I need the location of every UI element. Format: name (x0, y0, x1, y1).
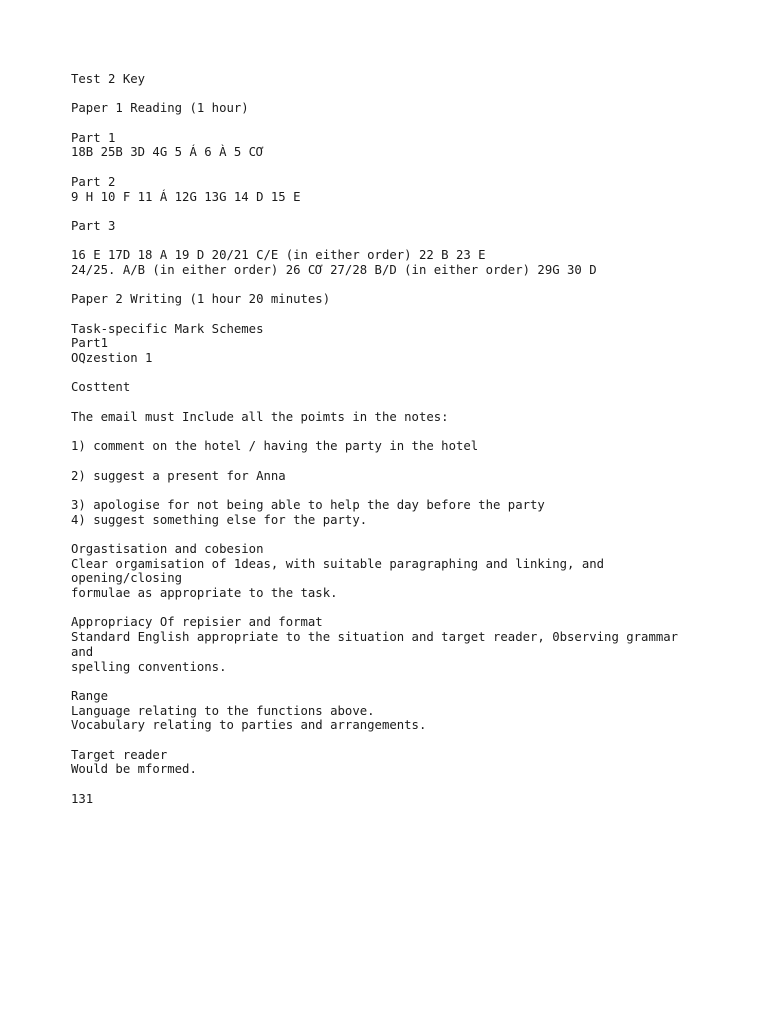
part3-answers-line2: 24/25. A/B (in either order) 26 CƠ 27/28 B/D (in either order) 29G 30 D (71, 262, 597, 277)
content-heading: Costtent (71, 380, 131, 395)
part2-label: Part 2 (71, 174, 116, 189)
document-title: Test 2 Key (71, 72, 146, 86)
spacer (71, 483, 751, 498)
paper2-part-label: Part1 (71, 336, 109, 351)
part1-label: Part 1 (71, 130, 116, 145)
content-point-2: 2) suggest a present for Anna (71, 468, 286, 483)
spacer (71, 204, 751, 219)
part3-label: Part 3 (71, 218, 116, 233)
organisation-line-3: formulae as appropriate to the task. (71, 586, 338, 601)
organisation-line-2: opening/closing (71, 571, 183, 586)
spacer (71, 366, 751, 381)
paper1-heading: Paper 1 Reading (1 hour) (71, 101, 249, 116)
appropriacy-line-2: and (71, 644, 94, 659)
page-number: 131 (71, 791, 94, 806)
mark-schemes-heading: Task-specific Mark Schemes (71, 321, 264, 336)
appropriacy-line-3: spelling conventions. (71, 659, 227, 674)
spacer (71, 674, 751, 689)
spacer (71, 425, 751, 440)
target-reader-line-1: Would be mformed. (71, 762, 197, 777)
spacer (71, 601, 751, 616)
appropriacy-line-1: Standard English appropriate to the situation and target reader, 0bserving grammar (71, 630, 679, 645)
part2-answers: 9 H 10 F 11 Á 12G 13G 14 D 15 E (71, 189, 301, 204)
paper2-heading: Paper 2 Writing (1 hour 20 minutes) (71, 292, 331, 307)
spacer (71, 160, 751, 175)
spacer (71, 278, 751, 293)
range-line-1: Language relating to the functions above. (71, 703, 375, 718)
target-reader-heading: Target reader (71, 747, 168, 762)
spacer (71, 234, 751, 249)
spacer (71, 116, 751, 131)
organisation-line-1: Clear orgamisation of 1deas, with suitable paragraphing and linking, and (71, 556, 605, 571)
spacer (71, 307, 751, 322)
content-intro: The email must Include all the poimts in the notes: (71, 409, 449, 424)
part3-answers-line1: 16 E 17D 18 A 19 D 20/21 C/E (in either order) 22 B 23 E (71, 248, 486, 263)
content-point-4: 4) suggest something else for the party. (71, 512, 368, 527)
question-label: OQzestion 1 (71, 351, 153, 366)
content-point-3: 3) apologise for not being able to help the day before the party (71, 497, 545, 512)
part1-answers: 18B 25B 3D 4G 5 Á 6 À 5 CƠ (71, 145, 264, 160)
document-page (71, 72, 751, 806)
appropriacy-heading: Appropriacy Of repisier and format (71, 615, 323, 630)
spacer (71, 777, 751, 792)
range-line-2: Vocabulary relating to parties and arrangements. (71, 718, 427, 733)
spacer (71, 733, 751, 748)
spacer (71, 395, 751, 410)
range-heading: Range (71, 688, 109, 703)
spacer (71, 527, 751, 542)
spacer (71, 87, 751, 102)
content-point-1: 1) comment on the hotel / having the party in the hotel (71, 439, 479, 454)
spacer (71, 454, 751, 469)
organisation-heading: Orgastisation and cobesion (71, 542, 264, 556)
